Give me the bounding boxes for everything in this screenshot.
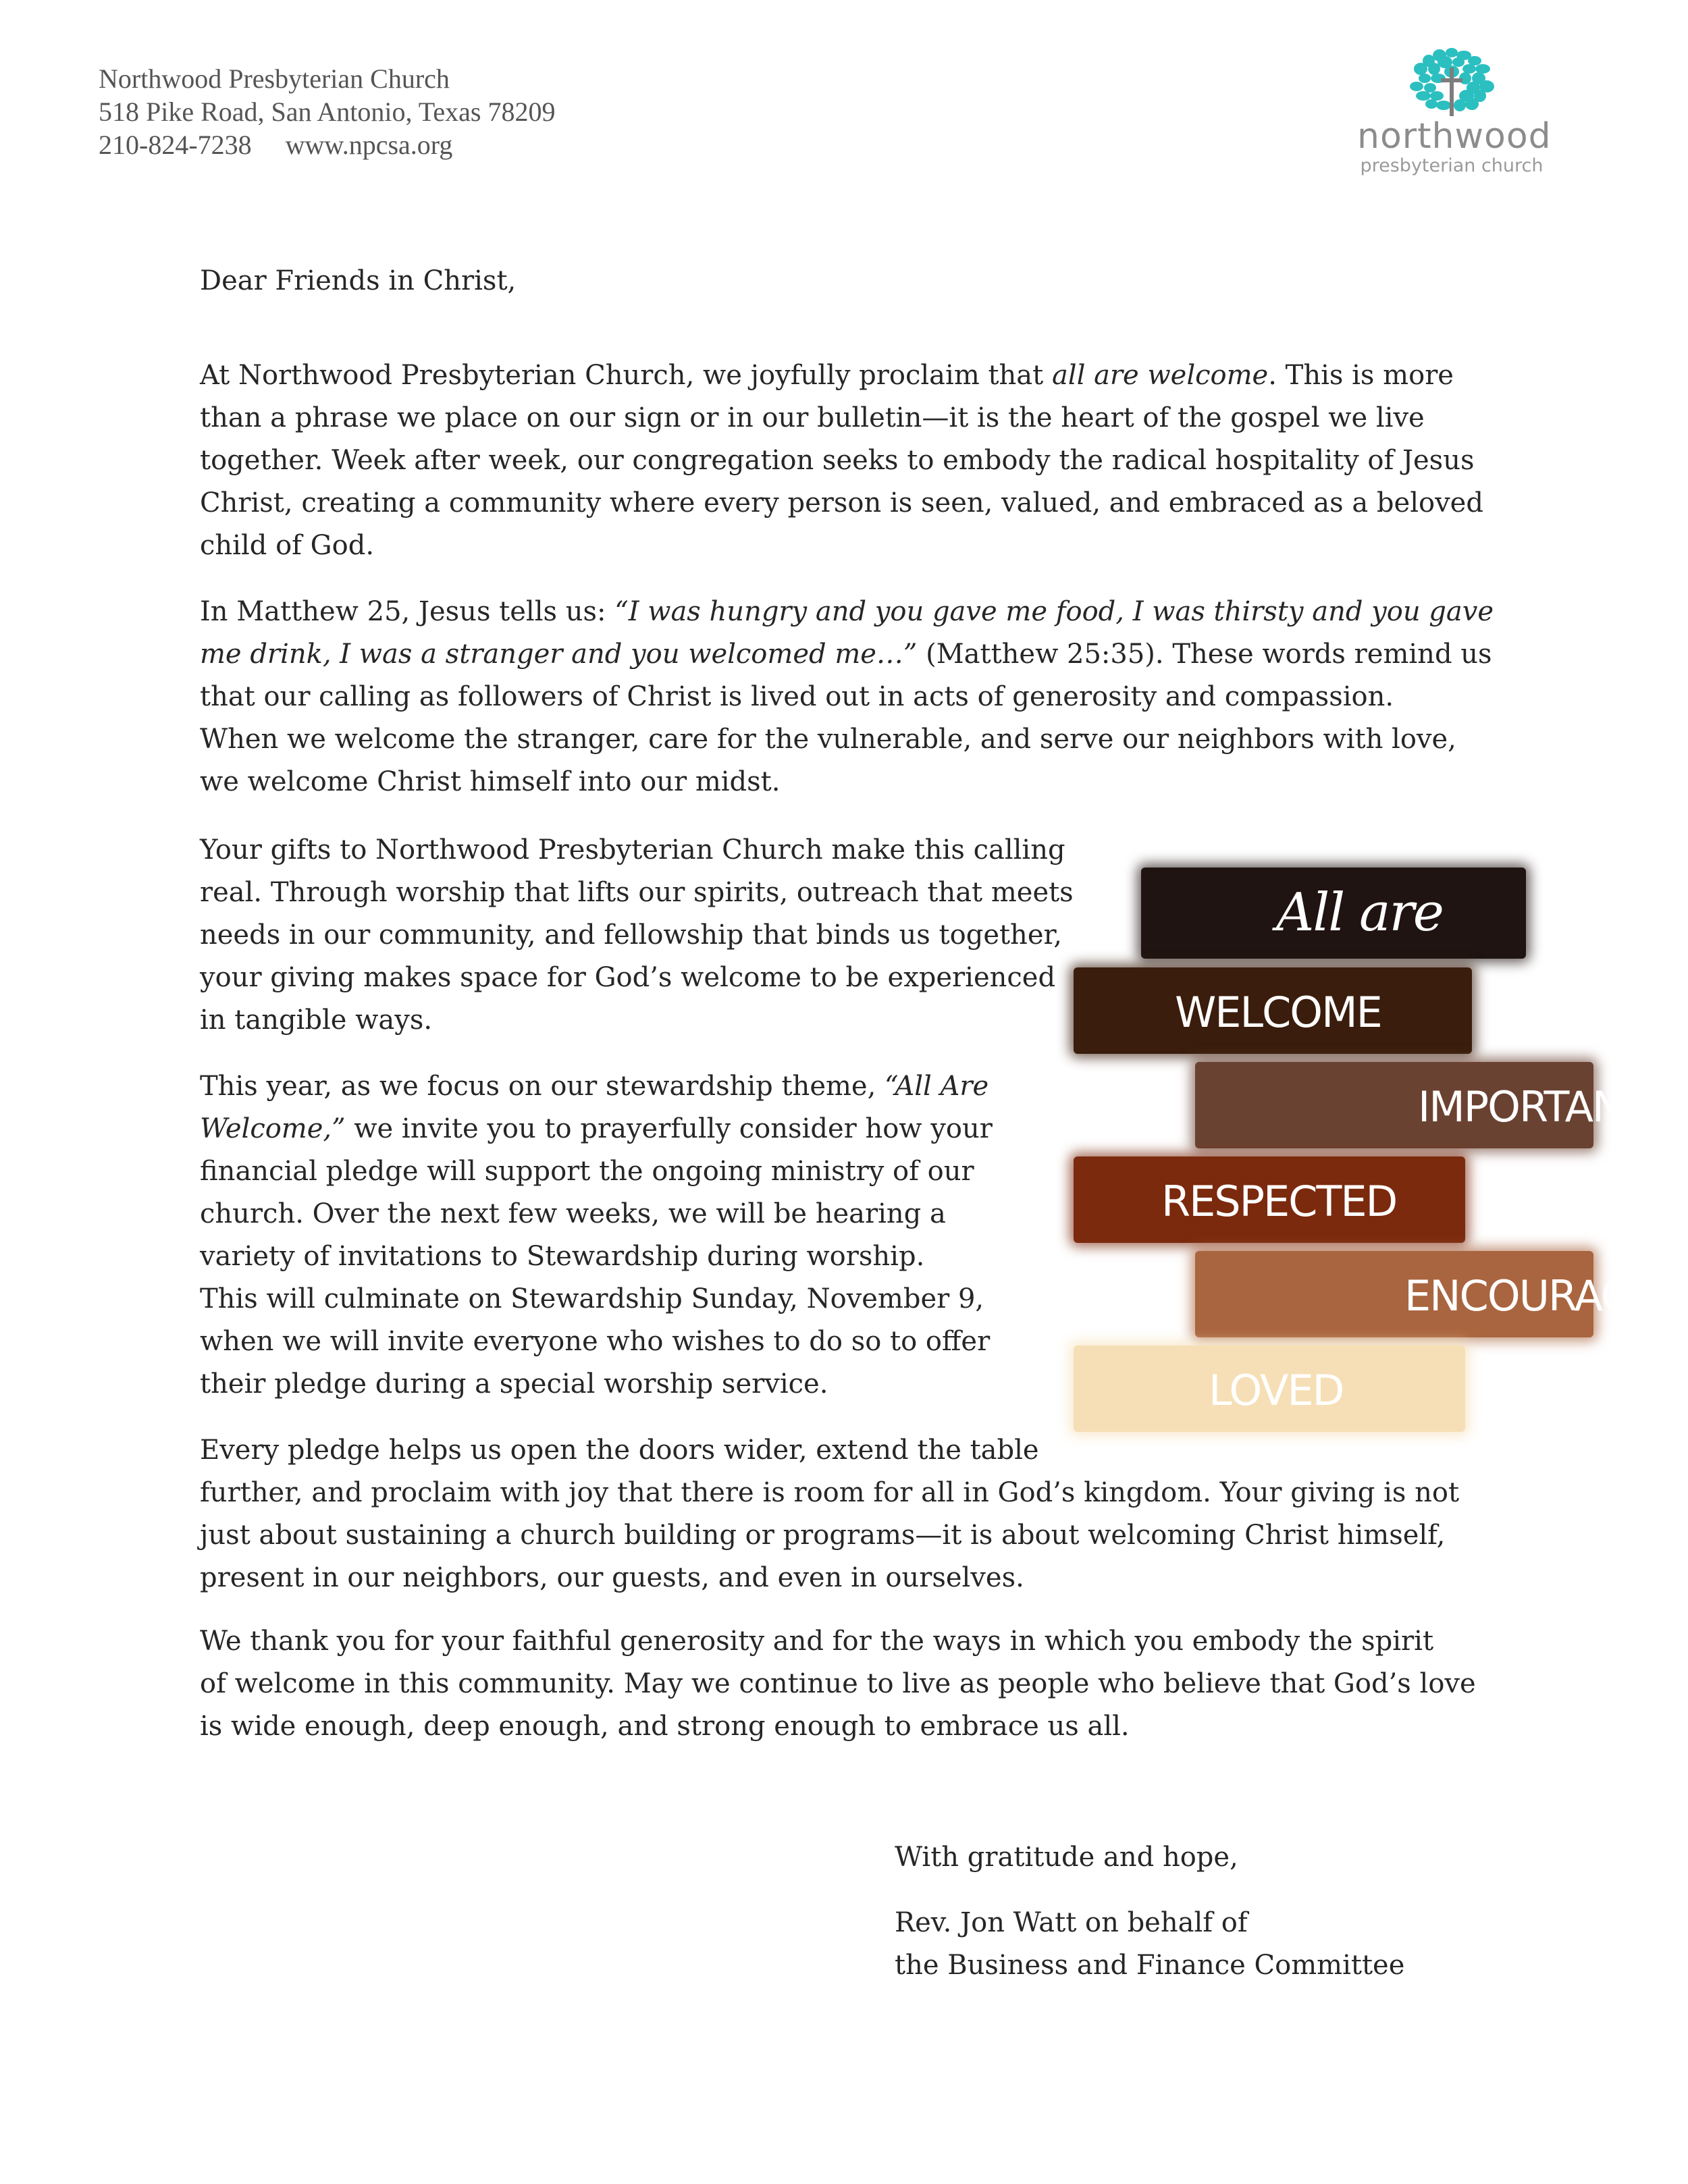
text-segment: when we will invite everyone who wishes to do so to offer — [200, 1326, 991, 1357]
text-segment: further, and proclaim with joy that there is room for all in God’s kingdom. Your giving is not — [200, 1477, 1460, 1508]
paragraph-1 — [200, 354, 1483, 567]
text-line — [200, 1620, 1476, 1663]
text-line — [200, 999, 1074, 1042]
paragraph-2 — [200, 591, 1494, 803]
tree-leaf — [1462, 64, 1476, 74]
text-line — [200, 440, 1483, 482]
text-segment: present in our neighbors, our guests, and even in ourselves. — [200, 1562, 1024, 1593]
text-line — [200, 1065, 993, 1108]
text-line — [200, 525, 1483, 567]
text-segment: We thank you for your faithful generosity and for the ways in which you embody the spirit — [200, 1626, 1434, 1657]
tree-leaf — [1465, 98, 1479, 110]
text-line — [200, 829, 1074, 872]
text-segment: we welcome Christ himself into our midst. — [200, 766, 781, 797]
church-contact — [99, 128, 555, 161]
text-line — [200, 676, 1494, 718]
graphic-word: IMPORTANT — [1418, 1082, 1647, 1131]
text-segment: that our calling as followers of Christ is lived out in acts of generosity and compassion. — [200, 681, 1394, 712]
signature-line-2: the Business and Finance Committee — [895, 1950, 1405, 1981]
text-segment: At Northwood Presbyterian Church, we joyfully proclaim that — [200, 360, 1052, 391]
text-segment: Your gifts to Northwood Presbyterian Church make this calling — [200, 834, 1065, 865]
tree-leaf — [1416, 91, 1431, 101]
italic-text: “All Are — [885, 1071, 989, 1102]
text-segment: together. Week after week, our congregation seeks to embody the radical hospitality of Jesus — [200, 445, 1475, 476]
tree-leaf — [1430, 91, 1444, 101]
church-phone: 210-824-7238 — [99, 130, 252, 160]
paragraph-4 — [200, 1065, 993, 1406]
paragraph-3 — [200, 829, 1074, 1042]
signature-line-1: Rev. Jon Watt on behalf of — [895, 1907, 1248, 1938]
text-line — [200, 397, 1483, 440]
italic-text: me drink, I was a stranger and you welcomed me…” — [200, 639, 918, 670]
text-segment: we invite you to prayerfully consider how your — [345, 1113, 993, 1144]
text-segment: . This is more — [1268, 360, 1454, 391]
text-line — [200, 1235, 993, 1278]
text-line — [200, 1514, 1459, 1557]
text-segment: real. Through worship that lifts our spirits, outreach that meets — [200, 877, 1074, 908]
tree-leaf — [1424, 83, 1436, 92]
text-segment: This will culminate on Stewardship Sunday, November 9, — [200, 1283, 984, 1314]
text-segment: your giving makes space for God’s welcome to be experienced — [200, 962, 1056, 993]
tree-leaf — [1452, 57, 1465, 67]
graphic-word: WELCOME — [1175, 988, 1381, 1037]
text-line — [200, 1557, 1459, 1599]
text-segment: their pledge during a special worship service. — [200, 1368, 828, 1400]
text-line — [200, 872, 1074, 914]
text-segment: of welcome in this community. May we continue to live as people who believe that God’s love — [200, 1668, 1476, 1699]
text-segment: This year, as we focus on our stewardship theme, — [200, 1071, 885, 1102]
text-segment: When we welcome the stranger, care for the vulnerable, and serve our neighbors with love, — [200, 724, 1456, 755]
text-segment: (Matthew 25:35). These words remind us — [917, 639, 1492, 670]
church-address: 518 Pike Road, San Antonio, Texas 78209 — [99, 97, 556, 127]
tree-leaf — [1468, 56, 1481, 65]
tree-leaf — [1454, 99, 1466, 111]
logo-subtitle: presbyterian church — [1360, 155, 1544, 176]
tree-leaf — [1410, 82, 1423, 91]
text-line — [200, 1663, 1476, 1705]
closing: With gratitude and hope, — [895, 1842, 1238, 1873]
text-line — [200, 1108, 993, 1150]
italic-text: all are welcome — [1051, 360, 1269, 391]
text-segment: in tangible ways. — [200, 1005, 433, 1036]
text-segment: church. Over the next few weeks, we will be hearing a — [200, 1198, 946, 1229]
text-segment: financial pledge will support the ongoing ministry of our — [200, 1156, 974, 1187]
text-segment: just about sustaining a church building or programs—it is about welcoming Christ himself, — [200, 1520, 1446, 1551]
tree-leaf — [1428, 63, 1440, 75]
logo-wordmark: northwood — [1357, 116, 1552, 157]
signature — [895, 1902, 1404, 1987]
tree-cross-icon — [1357, 47, 1546, 122]
text-segment: In Matthew 25, Jesus tells us: — [200, 596, 615, 627]
text-line — [200, 718, 1494, 761]
text-line — [200, 761, 1494, 803]
text-line — [200, 591, 1494, 633]
italic-text: Welcome,” — [200, 1113, 346, 1144]
tree-leaf — [1436, 101, 1451, 110]
tree-leaf — [1446, 48, 1458, 57]
graphic-word: LOVED — [1209, 1366, 1344, 1415]
text-line — [200, 354, 1483, 397]
text-line — [200, 1363, 993, 1406]
text-segment: Christ, creating a community where every person is seen, valued, and embraced as a beloved — [200, 487, 1483, 518]
text-segment: child of God. — [200, 530, 375, 561]
letterhead — [99, 62, 555, 161]
text-line — [200, 633, 1494, 676]
paragraph-6 — [200, 1620, 1476, 1748]
text-segment: variety of invitations to Stewardship during worship. — [200, 1241, 925, 1272]
text-line — [200, 957, 1074, 999]
text-line — [200, 1278, 993, 1321]
tree-leaf — [1419, 74, 1431, 83]
paragraph-5 — [200, 1429, 1459, 1599]
tree-leaf — [1414, 63, 1427, 75]
text-segment: is wide enough, deep enough, and strong enough to embrace us all. — [200, 1711, 1130, 1742]
church-website[interactable]: www.npcsa.org — [285, 130, 453, 160]
text-line — [200, 1472, 1459, 1514]
text-line — [200, 1321, 993, 1363]
text-segment: Every pledge helps us open the doors wider, extend the table — [200, 1435, 1039, 1466]
italic-text: “I was hungry and you gave me food, I was thirsty and you gave — [614, 596, 1494, 627]
graphic-word: All are — [1276, 882, 1443, 943]
all-are-welcome-graphic — [1074, 868, 1688, 1448]
church-name: Northwood Presbyterian Church — [99, 63, 450, 94]
text-line — [200, 914, 1074, 957]
text-line — [200, 1705, 1476, 1748]
text-segment: than a phrase we place on our sign or in our bulletin—it is the heart of the gospel we live — [200, 402, 1425, 433]
text-line — [200, 482, 1483, 525]
church-logo — [1357, 47, 1552, 182]
graphic-word: ENCOURAGED — [1404, 1271, 1688, 1321]
tree-leaf — [1475, 64, 1490, 74]
text-segment: needs in our community, and fellowship that binds us together, — [200, 920, 1062, 951]
graphic-word: RESPECTED — [1161, 1177, 1397, 1226]
text-line — [200, 1193, 993, 1235]
tree-leaf — [1425, 99, 1438, 109]
salutation: Dear Friends in Christ, — [200, 265, 517, 296]
text-line — [200, 1150, 993, 1193]
